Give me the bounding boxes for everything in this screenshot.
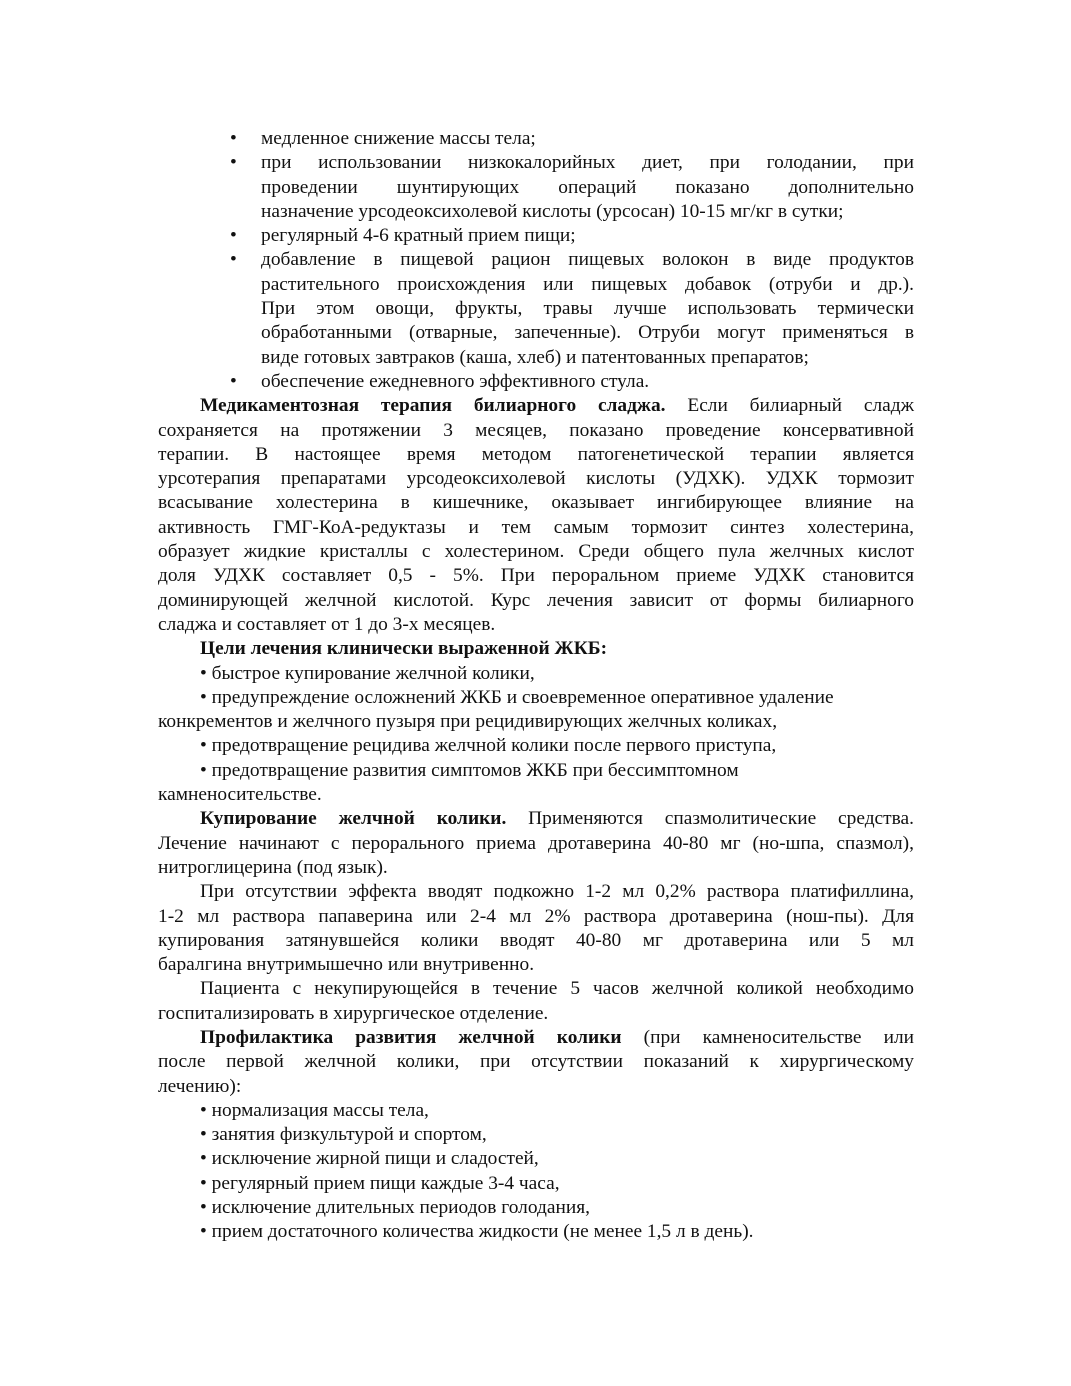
paragraph-line: сохраняется на протяжении 3 месяцев, показано проведение консервативной <box>158 419 914 441</box>
goal-item: • предотвращение развития симптомов ЖКБ при бессимптомном <box>200 759 739 781</box>
bullet-line: виде готовых завтраков (каша, хлеб) и патентованных препаратов; <box>261 346 809 368</box>
paragraph-line: всасывание холестерина в кишечнике, оказывает ингибирующее влияние на <box>158 492 914 514</box>
paragraph-line: купирования затянувшейся колики вводят 40-80 мг дротаверина или 5 мл <box>158 929 914 951</box>
paragraph-text: Если билиарный сладж <box>687 395 914 417</box>
paragraph-line: терапии. В настоящее время методом патогенетической терапии является <box>158 443 914 465</box>
section-heading <box>158 637 914 661</box>
document-page <box>158 127 914 1245</box>
paragraph-text: (при камненосительстве или <box>643 1026 914 1048</box>
bullet-dot: • <box>230 225 237 247</box>
treatment-goals <box>158 637 914 807</box>
paragraph-line: доминирующей желчной кислотой. Курс лечения зависит от формы билиарного <box>158 589 914 611</box>
hospitalization-paragraph <box>158 977 914 1026</box>
bullet-line: медленное снижение массы тела; <box>261 128 536 149</box>
prophylaxis-item: • нормализация массы тела, <box>200 1099 429 1121</box>
paragraph-line: сладжа и составляет от 1 до 3-х месяцев. <box>158 613 496 635</box>
paragraph-line: активность ГМГ-КоА-редуктазы и тем самым тормозит синтез холестерина, <box>158 516 914 538</box>
colic-relief-paragraph <box>158 807 914 880</box>
prophylaxis-item: • исключение жирной пищи и сладостей, <box>200 1148 539 1170</box>
diet-bullet-list <box>158 127 914 394</box>
bullet-line: растительного происхождения или пищевых добавок (отруби и др.). <box>261 273 914 295</box>
section-heading: Профилактика развития желчной колики <box>200 1026 622 1048</box>
bullet-line: проведении шунтирующих операций показано дополнительно <box>261 176 914 198</box>
prophylaxis-paragraph <box>158 1026 914 1245</box>
paragraph-line: урсотерапия препаратами урсодеоксихолевой кислоты (УДХК). УДХК тормозит <box>158 468 914 490</box>
prophylaxis-item: • исключение длительных периодов голодания, <box>200 1197 590 1219</box>
paragraph-line: лечению): <box>158 1075 242 1097</box>
paragraph-line: Лечение начинают с перорального приема дротаверина 40-80 мг (но-шпа, спазмол), <box>158 832 914 854</box>
paragraph-text: Применяются спазмолитические средства. <box>528 808 914 830</box>
section-heading: Медикаментозная терапия билиарного сладжа. <box>200 395 666 417</box>
paragraph-line: доля УДХК составляет 0,5 - 5%. При пероральном приеме УДХК становится <box>158 565 914 587</box>
bullet-dot: • <box>230 249 237 271</box>
bullet-dot: • <box>230 128 237 149</box>
prophylaxis-item: • прием достаточного количества жидкости (не менее 1,5 л в день). <box>200 1221 754 1243</box>
goal-item: • предупреждение осложнений ЖКБ и своевременное оперативное удаление <box>200 686 834 708</box>
no-effect-paragraph <box>158 880 914 977</box>
med-therapy-paragraph <box>158 394 914 637</box>
bullet-line: обеспечение ежедневного эффективного стула. <box>261 370 650 392</box>
paragraph-first-line: Пациента с некупирующейся в течение 5 часов желчной коликой необходимо <box>200 978 914 1000</box>
section-heading: Купирование желчной колики. <box>200 808 507 830</box>
paragraph-line: образует жидкие кристаллы с холестерином. Среди общего пула желчных кислот <box>158 541 914 563</box>
bullet-line: При этом овощи, фрукты, травы лучше использовать термически <box>261 298 914 320</box>
bullet-item <box>158 248 914 369</box>
prophylaxis-item: • регулярный прием пищи каждые 3-4 часа, <box>200 1172 560 1194</box>
bullet-line: назначение урсодеоксихолевой кислоты (урсосан) 10-15 мг/кг в сутки; <box>261 200 844 222</box>
paragraph-first-line <box>158 807 914 831</box>
bullet-item <box>158 127 914 151</box>
bullet-line: добавление в пищевой рацион пищевых волокон в виде продуктов <box>261 249 914 271</box>
bullet-line: при использовании низкокалорийных диет, при голодании, при <box>261 152 914 174</box>
paragraph-first-line <box>158 394 914 418</box>
paragraph-line: госпитализировать в хирургическое отделение. <box>158 1002 549 1024</box>
paragraph-line: баралгина внутримышечно или внутривенно. <box>158 954 535 976</box>
goal-item-continuation: камненосительстве. <box>158 784 322 806</box>
bullet-item <box>158 151 914 224</box>
paragraph-line: 1-2 мл раствора папаверина или 2-4 мл 2% раствора дротаверина (нош-пы). Для <box>158 905 914 927</box>
paragraph-line: нитроглицерина (под язык). <box>158 856 388 878</box>
bullet-item <box>158 224 914 248</box>
goal-item: • быстрое купирование желчной колики, <box>200 662 535 684</box>
goal-item: • предотвращение рецидива желчной колики после первого приступа, <box>200 735 777 757</box>
bullet-line: регулярный 4-6 кратный прием пищи; <box>261 225 576 247</box>
bullet-item <box>158 370 914 394</box>
goal-item-continuation: конкрементов и желчного пузыря при рецидивирующих желчных коликах, <box>158 711 778 733</box>
bullet-line: обработанными (отварные, запеченные). Отруби могут применяться в <box>261 322 914 344</box>
paragraph-line: после первой желчной колики, при отсутствии показаний к хирургическому <box>158 1051 914 1073</box>
paragraph-first-line: При отсутствии эффекта вводят подкожно 1-2 мл 0,2% раствора платифиллина, <box>200 881 914 903</box>
bullet-dot: • <box>230 370 237 392</box>
goals-heading-text: Цели лечения клинически выраженной ЖКБ: <box>200 638 608 660</box>
paragraph-first-line <box>158 1026 914 1050</box>
prophylaxis-item: • занятия физкультурой и спортом, <box>200 1124 487 1146</box>
bullet-dot: • <box>230 152 237 174</box>
